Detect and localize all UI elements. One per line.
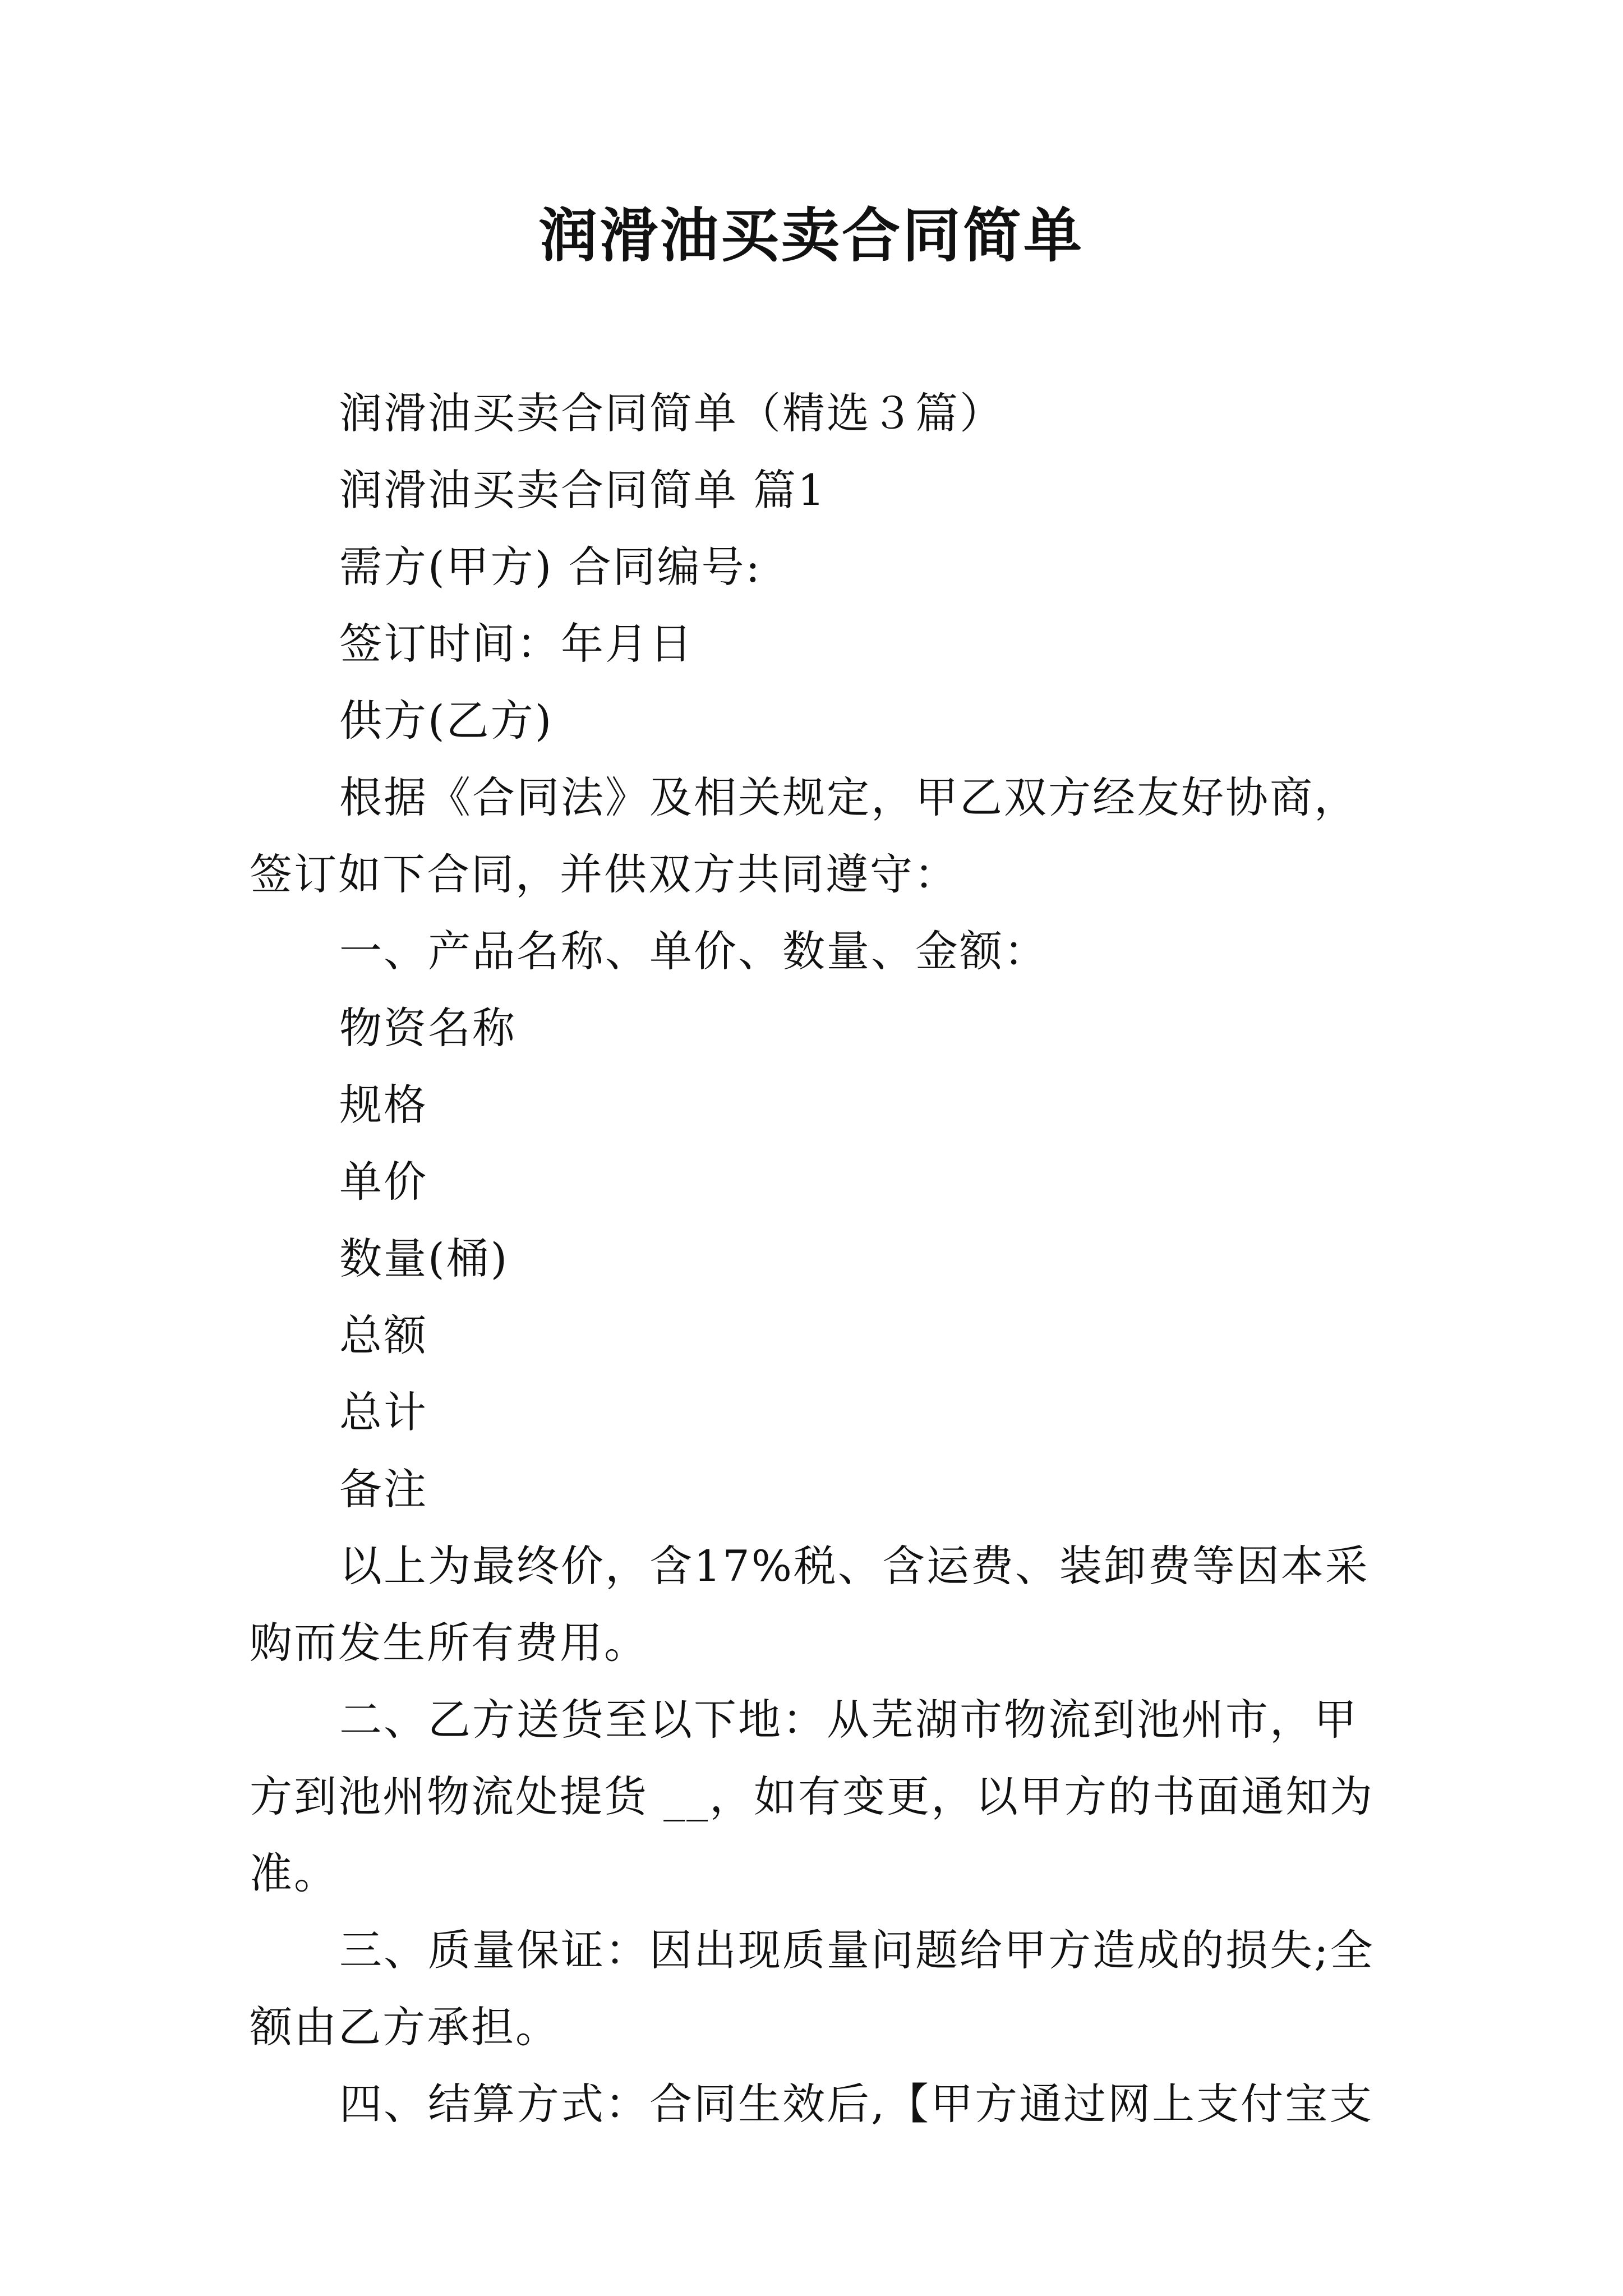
paragraph-13: 备注 xyxy=(339,1464,428,1514)
paragraph-15: 二、乙方送货至以下地：从芜湖市物流到池州市，甲方到池州物流处提货 __，如有变更，以甲方的书面通知为准。 xyxy=(250,1695,1375,1898)
paragraph-5: 根据《合同法》及相关规定，甲乙双方经友好协商，签订如下合同，并供双方共同遵守： xyxy=(250,772,1358,899)
paragraph-17: 四、结算方式：合同生效后,【甲方通过网上支付宝支 xyxy=(339,2079,1374,2129)
document-body xyxy=(250,375,1394,2142)
paragraph-16: 三、质量保证：因出现质量问题给甲方造成的损失;全额由乙方承担。 xyxy=(250,1925,1375,2052)
paragraph-8: 规格 xyxy=(339,1080,428,1130)
paragraph-12: 总计 xyxy=(339,1387,428,1437)
paragraph-9: 单价 xyxy=(339,1157,428,1207)
document-title: 润滑油买卖合同简单 xyxy=(538,201,1084,270)
paragraph-10: 数量(桶) xyxy=(339,1234,509,1283)
paragraph-14: 以上为最终价，含17%税、含运费、装卸费等因本采购而发生所有费用。 xyxy=(250,1541,1370,1668)
paragraph-0: 润滑油买卖合同简单（精选３篇） xyxy=(339,388,1004,438)
paragraph-4: 供方(乙方) xyxy=(339,696,554,746)
paragraph-7: 物资名称 xyxy=(339,1003,517,1053)
paragraph-1: 润滑油买卖合同简单 篇1 xyxy=(339,465,827,515)
paragraph-6: 一、产品名称、单价、数量、金额： xyxy=(339,926,1048,976)
paragraph-11: 总额 xyxy=(339,1310,428,1360)
paragraph-3: 签订时间：年月日 xyxy=(339,619,694,669)
paragraph-2: 需方(甲方) 合同编号: xyxy=(339,542,762,592)
